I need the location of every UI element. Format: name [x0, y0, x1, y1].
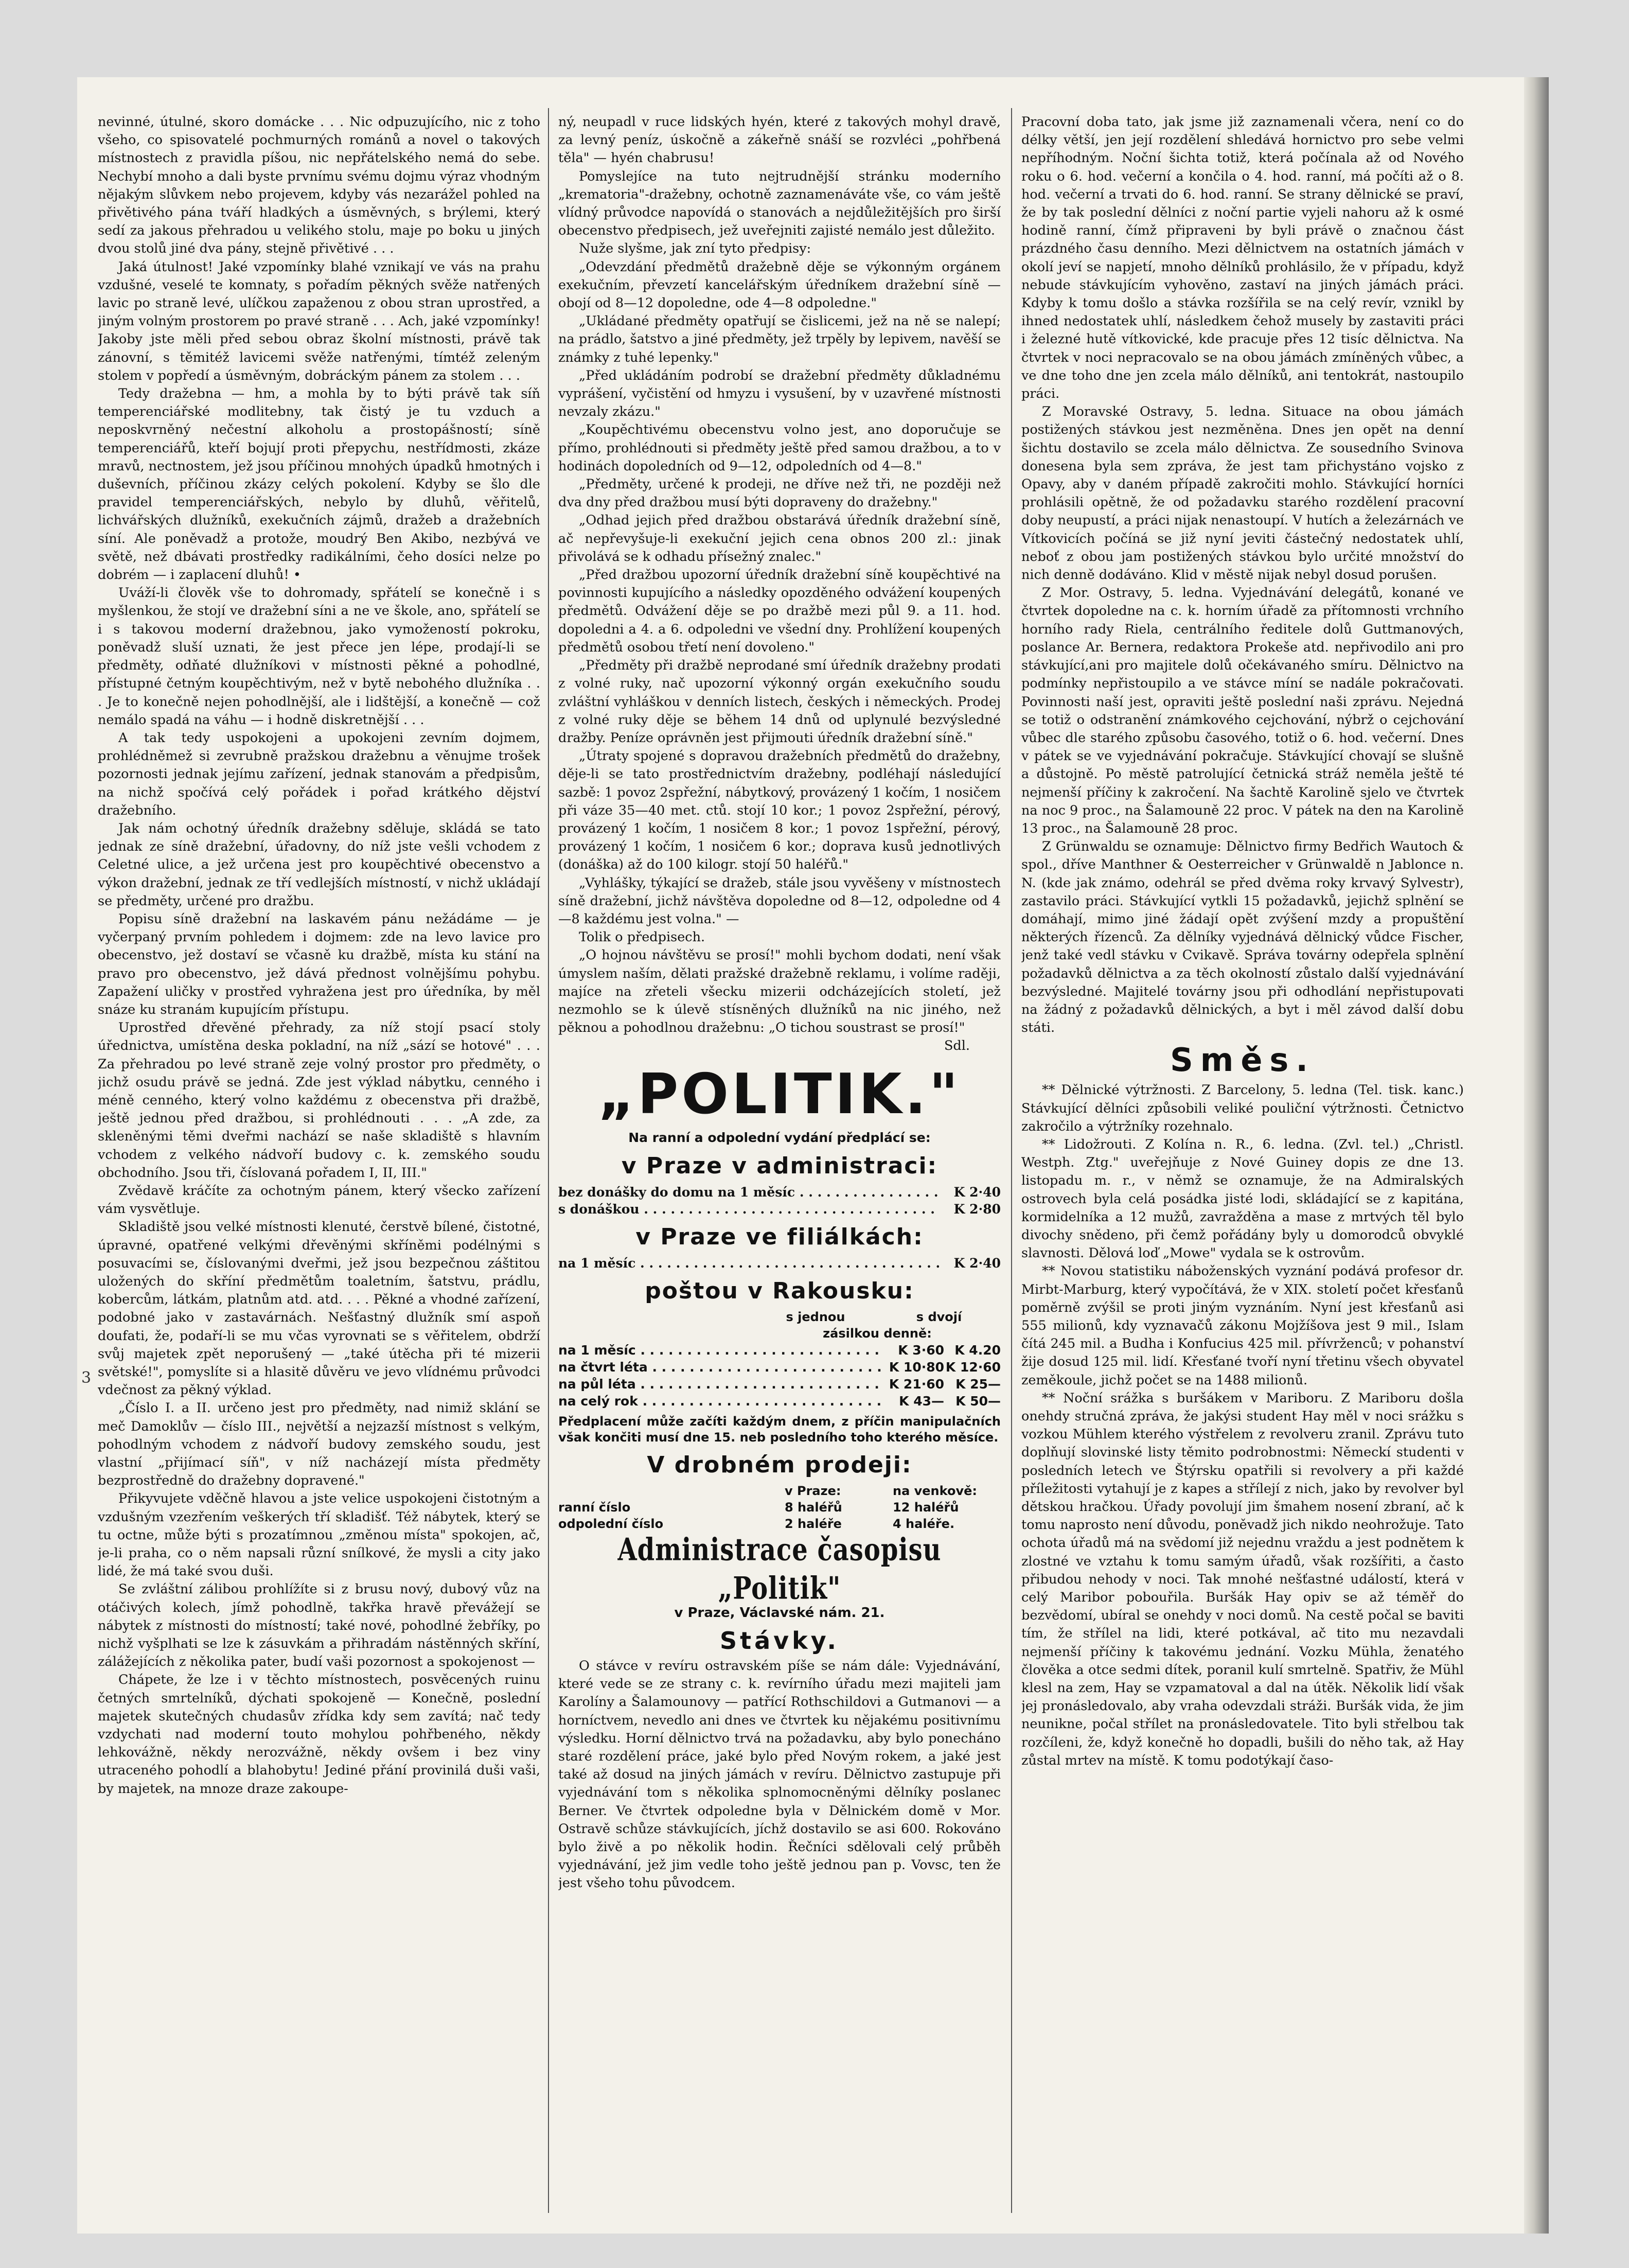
article-paragraph: „Předměty, určené k prodeji, ne dříve než tři, ne později než dva dny před dražbou musí býti dopraveny do dražebny.": [558, 477, 1001, 511]
article-paragraph: ** Dělnické výtržnosti. Z Barcelony, 5. ledna (Tel. tisk. kanc.) Stávkující dělníci způsobili veliké pouliční výtržnosti. Četnictvo zakročilo a výtržníky rozehnalo.: [1021, 1082, 1464, 1134]
price-value: K 2·40: [953, 1255, 1001, 1271]
drobny-head-praha: v Praze:: [785, 1483, 841, 1498]
price-row: [558, 1255, 1001, 1272]
article-paragraph: ný, neupadl v ruce lidských hyén, které z takových mohyl dravě, za levný peníz, úskočně a zákeřně snáší se rozvléci „pohřbená těla" — hyén chabrusu!: [558, 114, 1001, 166]
price-row: [558, 1184, 1001, 1201]
article-paragraph: Zvědavě kráčíte za ochotným pánem, který všecko zařízení vám vysvětluje.: [98, 1183, 540, 1217]
newspaper-page: [77, 77, 1549, 2234]
drobny-label: odpolední číslo: [558, 1516, 664, 1531]
column-1: [98, 113, 540, 2213]
ad-administration-title: Administrace časopisu „Politik": [617, 1532, 942, 1607]
rakousko-table-subhead: [558, 1325, 1001, 1342]
politik-logo: „POLITIK.": [598, 1062, 961, 1127]
article-paragraph: „Útraty spojené s dopravou dražebních předmětů do dražebny, děje-li se tato prostřednictvím dražebny, podléhají následující sazbě: 1 povoz 2spřežní, nábytkový, provázený 1 kočím, 1 nosičem při váze 35—40 met. ctů. stojí 10 kor.; 1 povoz 2spřežní, pérový, provázený 1 kočím, 1 nosičem 8 kor.; 1 povoz 1spřežní, pérový, provázený 1 kočím, 1 nosičem 6 kor.; doprava kusů jednotlivých (donáška) až do 100 kilogr. stojí 50 haléřů.": [558, 748, 1001, 873]
price-label: na celý rok . . .: [558, 1393, 882, 1410]
article-paragraph: „Před ukládáním podrobí se dražební předměty důkladnému vyprášení, vyčistění od hmyzu i vysušení, by v uzavřené místnosti nevzaly zkázu.": [558, 367, 1001, 420]
ad-heading-praha-admin: v Praze v administraci:: [621, 1152, 938, 1179]
ad-heading-drobny-prodej: V drobném prodeji:: [647, 1451, 912, 1478]
price-value: K 2·40: [953, 1184, 1001, 1200]
article-paragraph: Z Moravské Ostravy, 5. ledna. Situace na obou jámách postižených stávkou jest nezměněna. Dnes jen opět na denní šichtu dostavilo se zcela málo dělnictva. Ze sousedního Svinova donesena byla sem zpráva, že jest tam přichystáno vojsko z Opavy, aby v daném případě zakročiti mohlo. Stávkující horníci prohlásili opětně, že od požadavku starého rozdělení pracovní doby neupustí, a práci nijak nenastoupí. V hutích a železárnách ve Vítkovicích počíná se již nyní jeviti částečný nedostatek uhlí, neboť z obou jam postižených stávkou bylo určité množství do nich denně dodáváno. Klid v městě nijak nebyl dosud porušen.: [1021, 404, 1464, 583]
price-row: [558, 1359, 1001, 1376]
price-label: na půl léta . . .: [558, 1376, 882, 1393]
article-paragraph: Nuže slyšme, jak zní tyto předpisy:: [579, 241, 811, 257]
article-paragraph: O stávce v revíru ostravském píše se nám dále: Vyjednávání, které vede se ze strany c. k. revírního úřadu mezi majiteli jam Karolíny a Šalamounovy — patřící Rothschildovi a Gutmanovi — a horníctvem, nevedlo ani dnes ve čtvrtek ku nějakému positivnímu výsledku. Horní dělnictvo trvá na požadavku, aby bylo ponecháno staré rozdělení práce, jaké bylo před Novým rokem, a jaké jest také až dosud na jiných jámách v revíru. Dělnictvo zastupuje při vyjednávání tom s několika splnomocněnými dělníky poslanec Berner. Ve čtvrtek odpoledne byla v Dělnickém domě v Mor. Ostravě schůze stávkujících, jíchž dostavilo se asi 600. Rokováno bylo živě a po několik hodin. Řečníci sdělovali celý průběh vyjednávání, jež jim vedle toho ještě jednou pan p. Vovsc, ten že jest všeho tohu původcem.: [558, 1658, 1001, 1891]
section-title-stavky: Stávky.: [720, 1626, 839, 1655]
price-value-double: K 50—: [955, 1393, 1001, 1409]
drobny-label: ranní číslo: [558, 1500, 631, 1515]
price-label: s donáškou . . .: [558, 1201, 939, 1218]
article-paragraph: „Koupěchtivému obecenstvu volno jest, ano doporučuje se přímo, prohlédnouti si předměty ještě před samou dražbou, a to v hodinách dopoledních od 9—12, odpoledních od 4—8.": [558, 422, 1001, 474]
article-paragraph: „Před dražbou upozorní úředník dražební síně koupěchtivé na povinnosti kupujícího a následky opozděného odvážení koupených předmětů. Odvážení děje se po dražbě mezi půl 9. a 11. hod. dopoledni a 4. a 6. odpoledni ve všední dny. Prohlížení koupených předmětů osobou třetí není dovoleno.": [558, 567, 1001, 655]
column-3: [1021, 113, 1464, 2213]
section-title-smes: Směs.: [1170, 1041, 1315, 1079]
drobny-venkov-value: 4 haléře.: [893, 1516, 955, 1531]
article-paragraph: Uprostřed dřevěné přehrady, za níž stojí psací stoly úřednictva, umístěna deska pokladní, na níž „sází se hotové" . . . Za přehradou po levé straně zeje volný prostor pro předměty, o jichž osudu právě se jedná. Zde jest výklad nábytku, cenného i méně cenného, který volno každému z obecenstva při dražbě, ještě jednou před dražbou, si prohlédnouti . . . „A zde, za skleněnými těmi dveřmi nachází se naše skladiště s hlavním vchodem z velkého nádvoří budovy c. k. zemského soudu obchodního. Jsou tři, číslovaná pořadem I, II, III.": [98, 1020, 540, 1181]
article-paragraph: „O hojnou návštěvu se prosí!" mohli bychom dodati, není však úmyslem naším, dělati pražské dražebně reklamu, i volíme raději, majíce na zřeteli všecku mizerii odcházejících století, jež nezmohlo se k úlevě stísněných dlužníků na nic jiného, než pěknou a pohodlnou dražebnu: „O tichou soustrast se prosí!": [558, 947, 1001, 1036]
drobny-praha-value: 2 haléře: [785, 1516, 842, 1531]
article-paragraph: ** Lidožrouti. Z Kolína n. R., 6. ledna. (Zvl. tel.) „Christl. Westph. Ztg." uveřejňuje z Nové Guiney dopis ze dne 13. listopadu m. r., v němž se oznamuje, že na Admiralských ostrovech byla celá posádka jisté lodi, skládající se z kapitána, kormidelníka a 12 mužů, zavražděna a mase z mrtvých těl bylo divochy snědeno, při čemž pořádány byly u domorodců obvyklé slavnosti. Dělová loď „Mowe" vydala se k ostrovům.: [1021, 1136, 1464, 1261]
rakousko-head-daily: zásilkou denně:: [823, 1326, 932, 1341]
rakousko-head-double: s dvojí: [916, 1309, 962, 1324]
price-value-single: K 3·60: [898, 1342, 944, 1358]
article-paragraph: „Odhad jejich před dražbou obstarává úředník dražební síně, ač nepřevyšuje-li exekuční jejich cena obnos 200 zl.: jinak přivolává se k odhadu přísežný znalec.": [558, 513, 1001, 565]
price-value-double: K 25—: [955, 1376, 1001, 1392]
article-paragraph: Z Grünwaldu se oznamuje: Dělnictvo firmy Bedřich Wautoch & spol., dříve Manthner & Oesterreicher v Grünwaldě n Jablonce n. N. (kde jak známo, odehrál se před dvěma roky krvavý Sylvestr), zastavilo práci. Stávkující vytkli 15 požadavků, jejichž splnění se domáhají, mimo jiné žádají opět zvýšení mzdy a propuštění některých řízenců. Za dělníky vyjednává dělnický vůdce Fischer, jenž také vedl stávku v Cvikavě. Správa továrny odepřela splnění požadavků dělnictva a za těch okolností zůstalo další vyjednávání bezvýsledné. Majitelé továrny jsou při odhodlání nepřistupovati na žádný z požadavků dělnických, a byt i měl závod další dobu státi.: [1021, 839, 1464, 1036]
price-row: [558, 1376, 1001, 1393]
article-paragraph: Uváží-li člověk vše to dohromady, spřátelí se konečně i s myšlenkou, že stojí ve dražební síni a ne ve škole, ano, spřátelí se i s takovou moderní dražebnou, jako vymožeností pokroku, poněvadž sluší uznati, že jest přece jen lépe, prodají-li se předměty, odňaté dlužníkovi v místnosti pěkné a pohodlné, přístupné četným koupěchtivým, než v bytě nebohého dlužníka . . . Je to konečně nejen pohodlnější, ale i lidštější, a konečně — což nemálo spadá na váhu — i hodně diskretnější . . .: [98, 585, 540, 728]
column-2: [558, 113, 1001, 2213]
article-paragraph: Přikyvujete vděčně hlavou a jste velice uspokojeni čistotným a vzdušným vzezřením veškerých tří skladišť. Též nábytek, který se tu octne, může býti s prozatímnou „změnou místa" spokojen, ač, je-li praha, co o něm napsali různí snílkové, že mysli a city jako lidé, že má také svou duši.: [98, 1491, 540, 1579]
price-label: na 1 měsíc . . .: [558, 1255, 939, 1272]
article-paragraph: „Ukládané předměty opatřují se čislicemi, jež na ně se nalepí; na prádlo, šatstvo a jiné předměty, jež trpěly by lepivem, navěší se známky z tuhé lepenky.": [558, 313, 1001, 365]
article-paragraph: Z Mor. Ostravy, 5. ledna. Vyjednávání delegátů, konané ve čtvrtek dopoledne na c. k. horním úřadě za přítomnosti vrchního horního rady Riela, centrálního ředitele dolů Guttmanových, poslance Ar. Bernera, redaktora Prokeše atd. nepřivodilo ani pro stávkující,ani pro majitele dolů očekávaného smíru. Dělnictvo na podmínky nepřistoupilo a ve stávce míní se nadále pokračovati. Povinnosti naší jest, opraviti ještě poslední naši zprávu. Nejedná se totiž o odstranění známkového cejchování, nýbrž o cejchování vůbec dle starého způsobu časového, totiž o 6. hod. večerní. Dnes v pátek se ve vyjednávání pokračuje. Stávkující chovají se slušně a důstojně. Po městě patrolující četnická stráž neměla ještě té nejmenší příčiny k zakročení. Na šachtě Karolině sjelo ve čtvrtek na noc 9 proc., na Šalamouně 22 proc. V pátek na den na Karolině 13 proc., na Šalamouně 28 proc.: [1021, 585, 1464, 836]
price-label: na čtvrt léta . . .: [558, 1359, 882, 1376]
rakousko-table-head: [558, 1309, 1001, 1325]
column-rule-1: [548, 108, 549, 2213]
article-paragraph: „Odevzdání předmětů dražebně děje se výkonným orgánem exekučním, převzetí kancelářským úředníkem dražební síně — obojí od 8—12 dopoledne, ode 4—8 odpoledne.": [558, 259, 1001, 311]
drobny-venkov-value: 12 haléřů: [893, 1500, 959, 1515]
margin-mark: 3: [81, 1369, 92, 1387]
article-paragraph: Chápete, že lze i v těchto místnostech, posvěcených ruinu četných smrtelníků, dýchati spokojeně — Konečně, poslední majetek skutečných chudasův zřídka kdy sem zavítá; nač tedy vzdychati nad moderní touto mohylou pohřbeného, někdy lehkovážně, někdy nerozvážně, někdy ovšem i bez viny utraceného pohodlí a blahobytu! Jediné přání provinilá duši vaši, by majetek, na mnoze draze zakoupe-: [98, 1672, 540, 1797]
ad-heading-praha-filialky: v Praze ve filiálkách:: [635, 1223, 924, 1250]
drobny-head-venkov: na venkově:: [893, 1483, 977, 1498]
ad-address: v Praze, Václavské nám. 21.: [674, 1605, 885, 1621]
rakousko-head-single: s jednou: [786, 1309, 845, 1324]
article-paragraph: „Vyhlášky, týkající se dražeb, stále jsou vyvěšeny v místnostech síně dražební, jichž návštěva dopoledne od 8—12, odpoledne od 4—8 každému jest volna." —: [558, 875, 1001, 927]
article-paragraph: Se zvláštní zálibou prohlížíte si z brusu nový, dubový vůz na otáčivých kolech, jímž pohodlně, takřka hravě převážejí se nábytek z místnosti do místností; také nové, pohodlné žebříky, po nichž vyšplhati se lze k zásuvkám a přihradám nástěnných skříní, zálážejících z několika pater, budí vaši pozornost a spokojenost —: [98, 1581, 540, 1670]
drobny-praha-value: 8 haléřů: [785, 1500, 842, 1515]
article-signature: Sdl.: [944, 1038, 970, 1054]
price-value-single: K 43—: [899, 1393, 944, 1409]
article-paragraph: ** Noční srážka s buršákem v Mariboru. Z Mariboru došla onehdy stručná zpráva, že jakýsi student Hay měl v noci srážku s vozkou Mühlem kterého výstřelem z revolveru zranil. Zprávu tuto doplňují slovinské listy těmito podrobnostmi: Německí studenti v posledních letech ve Štýrsku opatřili si revolvery a při každé příležitosti vytahují je z kapes a střílejí z nich, jako by revolver byl dětskou hračkou. Úřady povolují jim šmahem nosení zbraní, ač k tomu naprosto není důvodu, poněvadž jich nikdo neohrožuje. Tato ochota úřadů má na svědomí již nejednu vraždu a jest podnětem k zlostné ve vztahu k tomu samým úřadů, však rozšířiti, a často přibudou nehody v noci. Tak mnohé nešťastné událostí, která v celý Maribor pobouřila. Buršák Hay opiv se až téměř do bezvědomí, ubíral se onehdy v noci domů. Na cestě počal se baviti tím, že střílel na lidi, které potkával, ač tito mu nezavdali nejmenší příčiny k takovému jednání. Vozku Mühla, ženatého člověka a otce sedmi dítek, poranil kulí smrtelně. Spatřiv, že Mühl klesl na zem, Hay se vzpamatoval a dal na útěk. Několik lidí však jej pronásledovalo, aby vraha odevzdali stráži. Buršák vida, že jim neunikne, počal střílet na pronásledovatele. Tito byli střelbou tak rozčíleni, že, když konečně ho dopadli, bušili do něho tak, až Hay zůstal mrtev na místě. K tomu podotýkají časo-: [1021, 1390, 1464, 1768]
article-paragraph: Jaká útulnost! Jaké vzpomínky blahé vznikají ve vás na prahu vzdušné, veselé te komnaty, s pořadím pěkných svěže natřených lavic po straně levé, ulíčkou zapaženou z obou stran uprostřed, a jiným volným prostorem po pravé straně . . . Ach, jaké vzpomínky! Jakoby jste měli před sebou obraz školní místnosti, právě tak zánovní, s těmitéž lavicemi svěže natřenými, tímtéž zeleným stolem v popředí a úsměvným, dobráckým pánem za stolem . . .: [98, 259, 540, 383]
article-paragraph: Tedy dražebna — hm, a mohla by to býti právě tak síň temperenciářské modlitebny, tak čistý je tu vzduch a neposkvrněný nečestní alkoholu a prostopášností; síně temperenciářů, kteří bojují proti přepychu, nestřídmosti, zkáze mravů, nectnostem, jež jsou příčinou mnohých úpadků hmotných i duševních, příčinou zkázy celých pokolení. Kdyby se šlo dle pravidel temperenciářských, nebylo by dluhů, věřitelů, lichvářských dlužníků, exekučních zájmů, dražeb a dražebních síní. Ale poněvadž a protože, moudrý Ben Akibo, nezbývá ve světě, než dbávati prostředky radikálními, čeho dosíci nelze po dobrém — i zaplacení dluhů! •: [98, 386, 540, 583]
price-value-single: K 10·80: [889, 1359, 944, 1375]
price-label: na 1 měsíc . . .: [558, 1342, 882, 1359]
article-paragraph: Popisu síně dražební na laskavém pánu nežádáme — je vyčerpaný prvním pohledem i dojmem: zde na levo lavice pro obecenstvo, jež dostaví se včasně ku dražbě, místa ku stání na pravo pro obecenstvo, jež dává přednost volnějšímu pohybu. Zapažení uličky v prostřed vyhražena jest pro úředníka, by měl snáze ku stranám kupujícím přístupu.: [98, 911, 540, 1017]
price-value-double: K 4.20: [954, 1342, 1001, 1358]
politik-advertisement: [558, 1064, 1001, 1622]
article-paragraph: nevinné, útulné, skoro domácke . . . Nic odpuzujícího, nic z toho všeho, co spisovatelé pochmurných románů a novel o takových místnostech z pravidla píšou, nic nepřátelského nemá do sebe. Nechybí mnoho a dali byste prvnímu svému dojmu výraz vhodným nějakým slůvkem nebo projevem, kdyby vás nezarážel pohled na přivětivého pána tváří hladkých a úsměvných, s brýlemi, který sedí za jakous přehradou u velikého stolu, maje po boku u jiných dvou stolů jiné dva pány, stejně přivětivé . . .: [98, 114, 540, 257]
rakousko-price-table: [558, 1309, 1001, 1410]
price-row: [558, 1201, 1001, 1218]
price-row: [558, 1393, 1001, 1410]
article-paragraph: Tolik o předpisech.: [579, 929, 705, 945]
article-paragraph: „Předměty při dražbě neprodané smí úředník dražebny prodati z volné ruky, nač upozorní výkonný orgán exekučního soudu zvláštní vyhláškou v denních listech, českých i německých. Prodej z volné ruky děje se během 14 dnů od uplynulé bezvýsledné dražby. Peníze oprávněn jest přijmouti úředník dražební síně.": [558, 658, 1001, 746]
ad-subscription-note: Předplacení může začíti každým dnem, z příčin manipulačních však končiti musí dne 15. neb posledního toho kterého měsíce.: [558, 1414, 1001, 1445]
article-paragraph: A tak tedy uspokojeni a upokojeni zevním dojmem, prohlédněmež si zevrubně pražskou dražebnu a věnujme trošek pozornosti jednak jejímu zařízení, jednak stanovám a předpisům, na nichž spočívá celý pořádek i pořad krátkého dějství dražebního.: [98, 730, 540, 818]
ad-heading-rakousko: poštou v Rakousku:: [645, 1277, 914, 1304]
price-label: bez donášky do domu na 1 měsíc . . .: [558, 1184, 939, 1201]
drobny-prodej-table: [558, 1483, 1001, 1532]
column-rule-2: [1011, 108, 1012, 2213]
article-paragraph: Pomyslejíce na tuto nejtrudnější stránku moderního „krematoria"-dražebny, ochotně zaznamenáváte vše, co vám ještě vlídný průvodce napovídá o stanovách a nejdůležitějších pro širší obecenstvo předpisech, jež uveřejniti zajisté nemálo jest důležito.: [558, 168, 1001, 239]
price-value: K 2·80: [953, 1201, 1001, 1217]
article-paragraph: Skladiště jsou velké místnosti klenuté, čerstvě bílené, čistotné, úpravné, opatřené velkými dřevěnými skříněmi podélnými s posuvacími se, číslovanými dveřmi, jež jsou bezpečnou záštitou uložených do skříní předmětům toaletním, šatstvu, prádlu, kobercům, látkám, platnům atd. atd. . . . Pěkné a vhodné zařízení, podobné jako v zastavárnách. Nešťastný dlužník smí aspoň doufati, že, podaří-li se mu včas vyrovnati se s věřitelem, obdrží svůj majetek zpět neporušený — „také útěcha při té mizerii světské!", pomyslíte si a hlasitě důvěru ve jevo vlídnému průvodci vdečnost za pěkný výklad.: [98, 1219, 540, 1398]
price-value-double: K 12·60: [945, 1359, 1001, 1375]
article-paragraph: ** Novou statistiku náboženských vyznání podává profesor dr. Mirbt-Marburg, který vypočítává, že v XIX. století počet křesťanů poměrně zvýšil se proti jiným vyznáním. Nyní jest křesťanů asi 555 milionů, kdy vyznavačů zákonu Mojžíšova jest 9 mil., Islam čítá 245 mil. a Budha i Konfucius 425 mil. přívrženců; v pohanství žije dosud 125 mil. lidí. Křesťané tvoří nyní třetinu všech obyvatel zeměkoule, jichž počet se na 1488 milionů.: [1021, 1263, 1464, 1388]
article-paragraph: Pracovní doba tato, jak jsme již zaznamenali včera, není co do délky větší, jen její rozdělení shledává hornictvo pro sebe velmi nepříhodným. Noční šichta totiž, která počínala až od Nového roku o 6. hod. večerní a končila o 4. hod. ranní, má počíti až o 8. hod. večerní a trvati do 6. hod. ranní. Se strany dělnické se praví, že by tak poslední dělníci z noční partie vyjeli nahoru až k osmé hodině ranní, čímž připraveni by byli právě o značnou část prázdného času denního. Mezi dělnictvem na ostatních jámách v okolí jeví se napjetí, mnoho dělníků prohlásilo, že v případu, když nebude stávkujícím vyhověno, zastaví na jiných jámách práci. Kdyby k tomu došlo a stávka rozšířila se na celý revír, vznikl by ihned nedostatek uhlí, následkem čehož musely by zastaviti práci i železné hutě vítkovické, kde pracuje přes 12 tisíc dělnictva. Na čtvrtek v noci nepracovalo se na obou jámách zmíněných vůbec, a ve dne toho dne jen zcela málo dělníků, ani tentokrát, nastoupilo práci.: [1021, 114, 1464, 402]
ad-subtitle: Na ranní a odpolední vydání předplácí se:: [628, 1130, 931, 1145]
price-value-single: K 21·60: [889, 1376, 944, 1392]
article-paragraph: „Číslo I. a II. určeno jest pro předměty, nad nimiž sklání se meč Damoklův — číslo III., největší a nejzazší místnost s velkým, pohodlným vchodem z nádvoří budovy zemského soudu, jest vlastní „přijímací síň", v níž nacházejí místa předměty bezprostředně do dražebny dopravené.": [98, 1400, 540, 1489]
article-paragraph: Jak nám ochotný úředník dražebny sděluje, skládá se tato jednak ze síně dražební, úřadovny, do níž jste vešli vchodem z Celetné ulice, a jež určena jest pro koupěchtivé obecenstvo a výkon dražební, jednak ze tří vedlejších místností, v nichž ukládají se předměty, určené pro dražbu.: [98, 820, 540, 909]
price-row: [558, 1342, 1001, 1359]
